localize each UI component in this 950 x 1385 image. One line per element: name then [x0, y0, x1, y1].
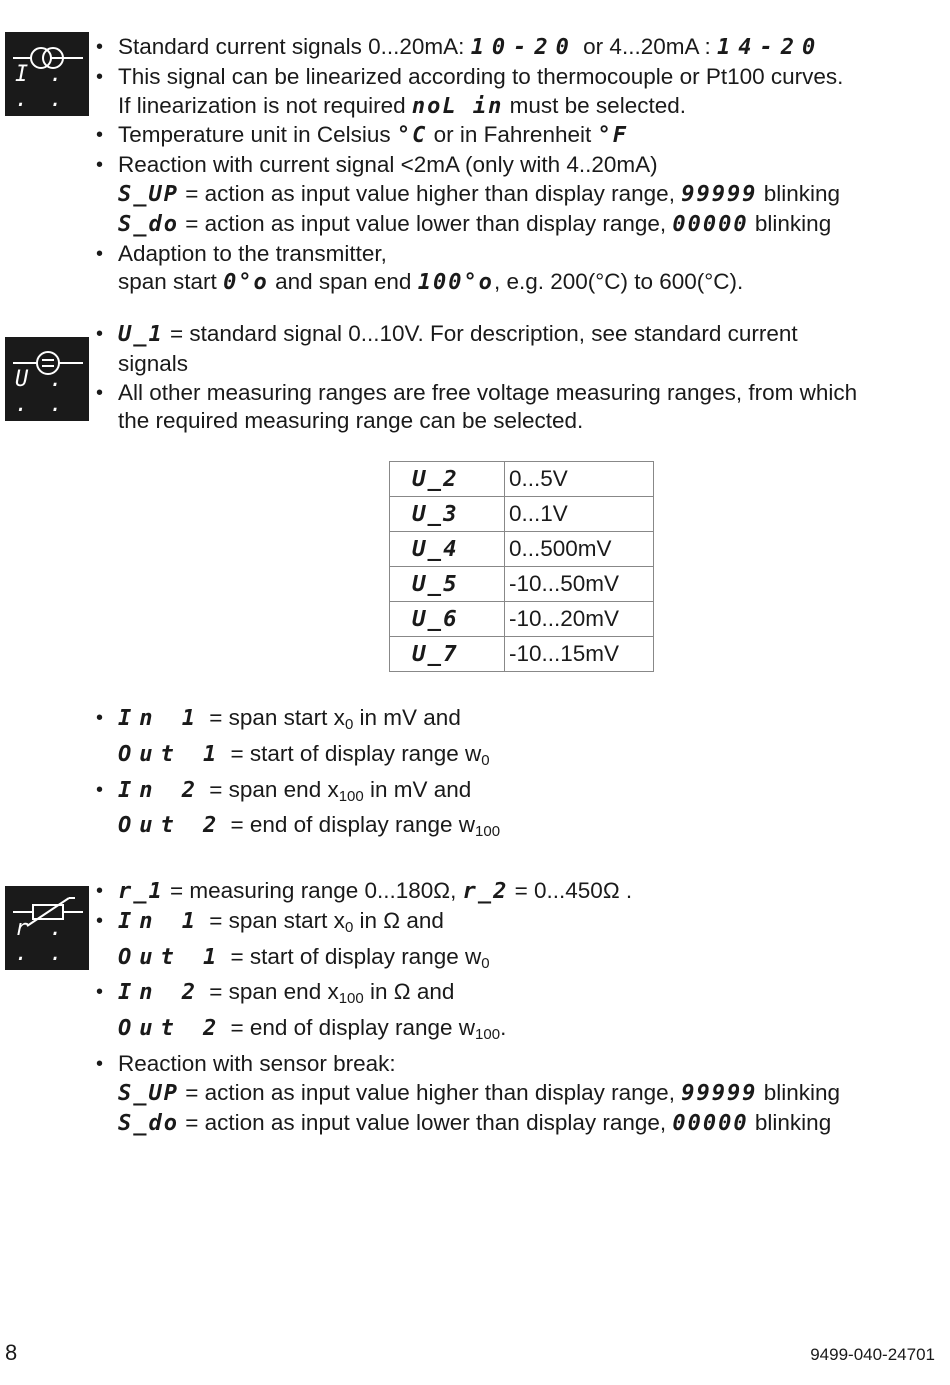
list-item: S_UP = action as input value higher than display range, 99999 blinking: [118, 180, 840, 207]
table-row: U_6 -10...20mV: [390, 602, 654, 637]
seg-code: S_do: [118, 1110, 179, 1136]
current-input-icon-box: [5, 32, 89, 116]
list-item: If linearization is not required noL in must be selected.: [118, 92, 686, 119]
list-item: • Temperature unit in Celsius °C or in Fahrenheit °F: [90, 121, 940, 151]
seg-code: In 1: [118, 908, 203, 934]
seg-code: 00000: [672, 1110, 749, 1136]
list-item: • In 1 = span start $x_0$ in Ω and: [90, 907, 940, 943]
voltage-input-icon-box: [5, 337, 89, 421]
list-item: • Reaction with sensor break:: [90, 1050, 940, 1079]
voltage-span-list: [90, 704, 940, 847]
seg-code: °F: [597, 123, 628, 149]
resistance-input-icon-box: [5, 886, 89, 970]
list-item: Out 2 = end of display range $w_{100}$: [118, 812, 501, 841]
list-item: span start 0°o and span end 100°o, e.g. 200(°C) to 600(°C).: [118, 269, 744, 296]
list-item: • In 1 = span start $x_0$ in mV and: [90, 704, 940, 740]
resistance-icon-code: r . . .: [15, 916, 67, 966]
list-item: the required measuring range can be selected.: [118, 408, 584, 434]
seg-code: noL in: [411, 93, 504, 119]
seg-code: Out 1: [118, 944, 225, 970]
list-item: • In 2 = span end $x_{100}$ in Ω and: [90, 978, 940, 1014]
table-row: U_5 -10...50mV: [390, 567, 654, 602]
list-item: • All other measuring ranges are free voltage measuring ranges, from which: [90, 379, 940, 408]
list-item: • Adaption to the transmitter,: [90, 240, 940, 269]
list-item: S_do = action as input value lower than display range, 00000 blinking: [118, 210, 832, 237]
seg-code: U_1: [118, 322, 164, 347]
seg-code: 99999: [681, 181, 758, 207]
resistance-input-list: [90, 877, 940, 1138]
list-item: S_UP = action as input value higher than display range, 99999 blinking: [118, 1079, 840, 1106]
voltage-icon-code: U . . .: [15, 367, 67, 417]
seg-code: °C: [396, 123, 428, 149]
seg-code: 14-20: [717, 35, 824, 60]
table-row: U_3 0...1V: [390, 497, 654, 532]
seg-code: S_UP: [118, 1080, 179, 1106]
table-row: U_2 0...5V: [390, 462, 654, 497]
voltage-input-list: [90, 320, 940, 436]
list-item: Out 1 = start of display range $w_0$: [118, 943, 490, 972]
seg-code: Out 2: [118, 1016, 225, 1042]
list-item: • r_1 = measuring range 0...180Ω, r_2 = 0...450Ω .: [90, 877, 940, 907]
voltage-range-table: [389, 461, 654, 672]
seg-code: In 2: [118, 980, 203, 1006]
list-item: Out 1 = start of display range $w_0$: [118, 740, 490, 769]
seg-code: In 1: [118, 706, 203, 731]
list-item: signals: [118, 350, 189, 376]
current-icon-code: I . . .: [15, 62, 67, 112]
seg-code: Out 2: [118, 813, 225, 839]
seg-code: 00000: [672, 211, 749, 237]
list-item: • In 2 = span end $x_{100}$ in mV and: [90, 776, 940, 812]
seg-code: 100°o: [417, 270, 494, 296]
seg-code: S_UP: [118, 181, 179, 207]
seg-code: 0°o: [223, 270, 269, 296]
seg-code: r_1: [118, 879, 164, 904]
seg-code: In 2: [118, 777, 203, 803]
list-item: • Reaction with current signal <2mA (only with 4..20mA): [90, 151, 940, 180]
seg-code: S_do: [118, 211, 179, 237]
seg-code: 10-20: [470, 35, 577, 60]
document-number: 9499-040-24701: [810, 1345, 935, 1364]
list-item: • Standard current signals 0...20mA: 10-20 or 4...20mA : 14-20: [90, 33, 940, 63]
seg-code: r_2: [462, 879, 509, 904]
seg-code: 99999: [681, 1080, 758, 1106]
current-input-list: [90, 33, 940, 298]
page-number: 8: [5, 1340, 18, 1365]
list-item: • This signal can be linearized according to thermocouple or Pt100 curves.: [90, 63, 940, 92]
table-row: U_4 0...500mV: [390, 532, 654, 567]
list-item: • U_1 = standard signal 0...10V. For description, see standard current: [90, 320, 940, 350]
seg-code: Out 1: [118, 741, 225, 767]
table-row: U_7 -10...15mV: [390, 637, 654, 672]
list-item: Out 2 = end of display range $w_{100}$.: [118, 1015, 507, 1044]
list-item: S_do = action as input value lower than display range, 00000 blinking: [118, 1109, 832, 1136]
